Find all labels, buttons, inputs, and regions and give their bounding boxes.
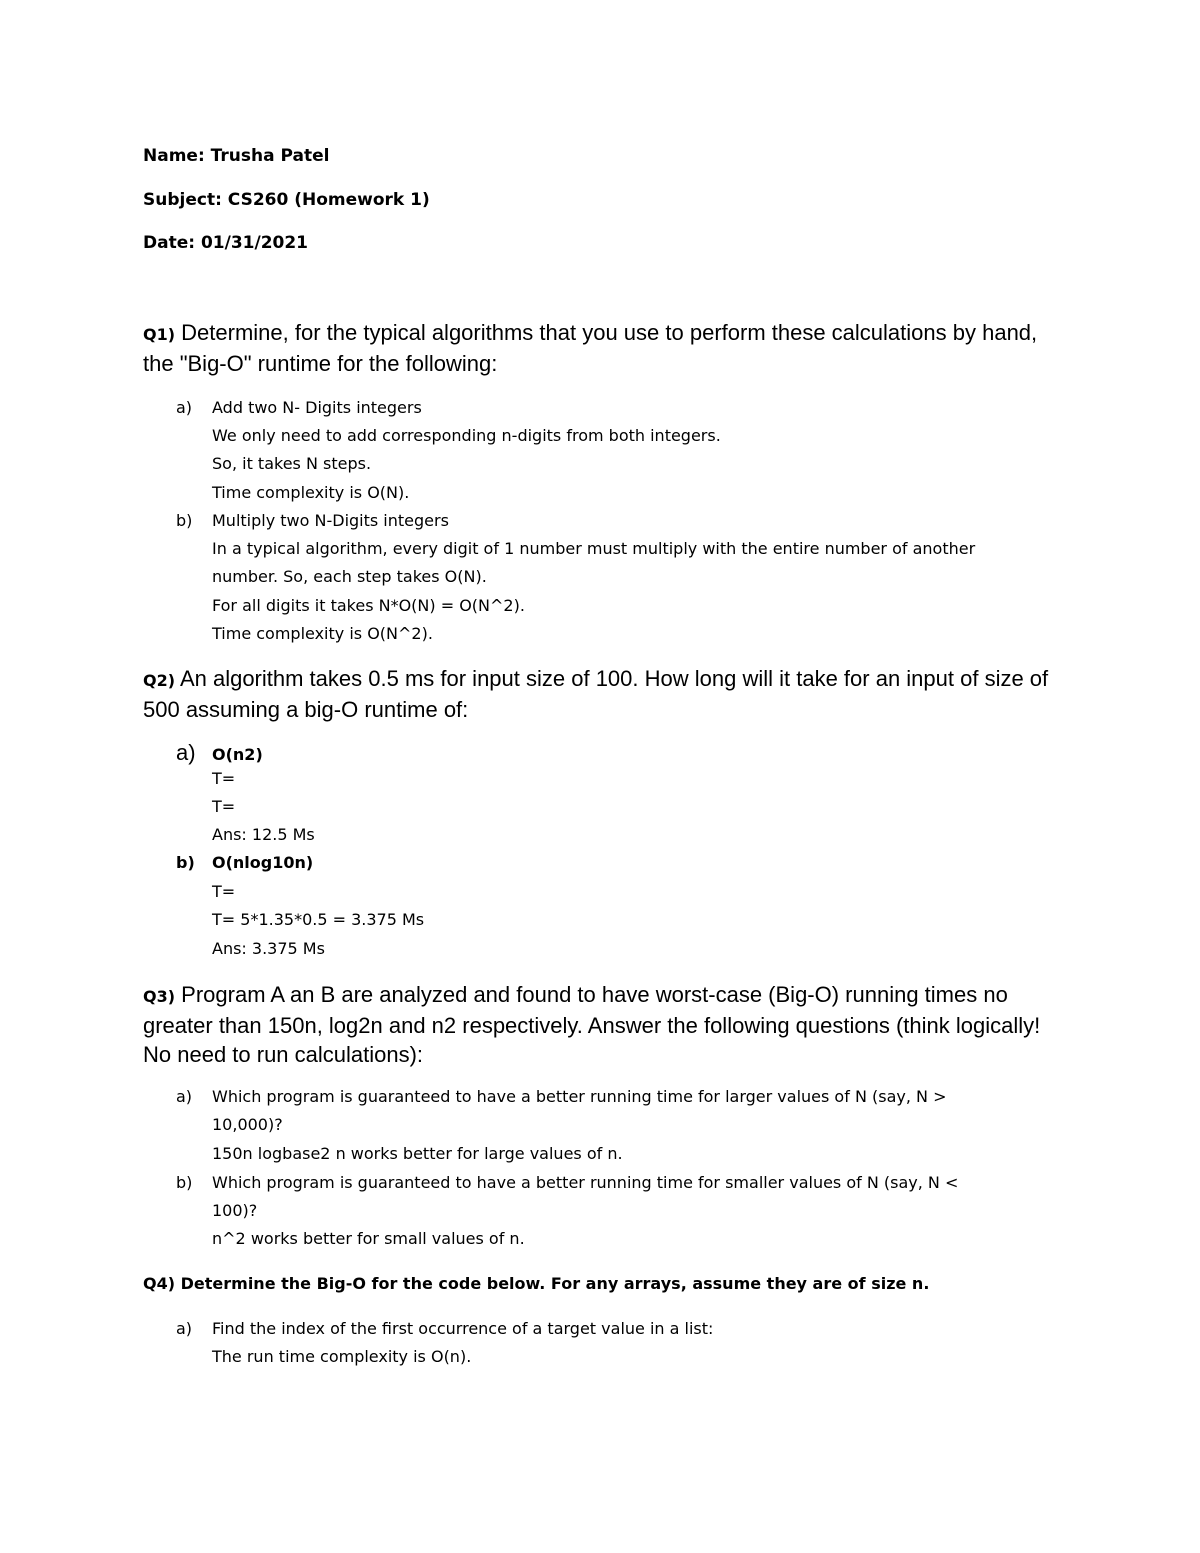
q3-a-line: 150n logbase2 n works better for large values of n.	[212, 1144, 623, 1163]
q1-label: Q1)	[143, 325, 176, 344]
q2-b-marker: b)	[176, 853, 195, 872]
q2-prompt	[143, 664, 1053, 724]
q2-a-line: Ans: 12.5 Ms	[212, 825, 315, 844]
q2-b-line: T= 5*1.35*0.5 = 3.375 Ms	[212, 910, 425, 929]
q1-a-line: So, it takes N steps.	[212, 454, 372, 473]
q1-text: Determine, for the typical algorithms that you use to perform these calculations by hand, the "Big-O" runtime for the following:	[143, 320, 1038, 376]
q3-b-line: n^2 works better for small values of n.	[212, 1229, 525, 1248]
q1-b-line: number. So, each step takes O(N).	[212, 567, 487, 586]
q4-a-line: The run time complexity is O(n).	[212, 1347, 472, 1366]
q3-label: Q3)	[143, 987, 176, 1006]
q4-prompt: Q4) Determine the Big-O for the code below. For any arrays, assume they are of size n.	[143, 1274, 930, 1293]
q1-b-marker: b)	[176, 511, 193, 530]
q3-prompt	[143, 980, 1053, 1069]
q1-b-line: Time complexity is O(N^2).	[212, 624, 433, 643]
q1-a-marker: a)	[176, 398, 193, 417]
q3-b-line: 100)?	[212, 1201, 258, 1220]
q2-a-marker: a)	[176, 740, 196, 765]
q2-label: Q2)	[143, 671, 176, 690]
q2-b-line: T=	[212, 882, 236, 901]
q1-b-line: For all digits it takes N*O(N) = O(N^2).	[212, 596, 525, 615]
q4-a-marker: a)	[176, 1319, 193, 1338]
q1-a-line: We only need to add corresponding n-digits from both integers.	[212, 426, 721, 445]
q3-a-line: 10,000)?	[212, 1115, 283, 1134]
q2-b-line: Ans: 3.375 Ms	[212, 939, 325, 958]
date-line: Date: 01/31/2021	[143, 233, 309, 253]
q2-text: An algorithm takes 0.5 ms for input size of 100. How long will it take for an input of size of 500 assuming a big-O runtime of:	[143, 666, 1049, 722]
q1-a-title: Add two N- Digits integers	[212, 398, 422, 417]
q3-b-marker: b)	[176, 1173, 193, 1192]
subject-line: Subject: CS260 (Homework 1)	[143, 190, 430, 210]
q3-b-line: Which program is guaranteed to have a better running time for smaller values of N (say, N <	[212, 1173, 959, 1192]
student-name: Name: Trusha Patel	[143, 146, 330, 166]
q3-text: Program A an B are analyzed and found to have worst-case (Big-O) running times no greater than 150n, log2n and n2 respectively. Answer the following questions (think logically! No need to run calculations):	[143, 982, 1041, 1067]
q2-a-line: T=	[212, 769, 236, 788]
q1-b-line: In a typical algorithm, every digit of 1 number must multiply with the entire number of another	[212, 539, 976, 558]
q1-b-title: Multiply two N-Digits integers	[212, 511, 449, 530]
q1-prompt	[143, 318, 1053, 378]
q3-a-line: Which program is guaranteed to have a better running time for larger values of N (say, N >	[212, 1087, 947, 1106]
q2-a-title: O(n2)	[212, 745, 263, 764]
q2-a-line: T=	[212, 797, 236, 816]
q1-a-line: Time complexity is O(N).	[212, 483, 410, 502]
q2-b-title: O(nlog10n)	[212, 853, 314, 872]
q4-a-line: Find the index of the first occurrence of a target value in a list:	[212, 1319, 714, 1338]
q3-a-marker: a)	[176, 1087, 193, 1106]
